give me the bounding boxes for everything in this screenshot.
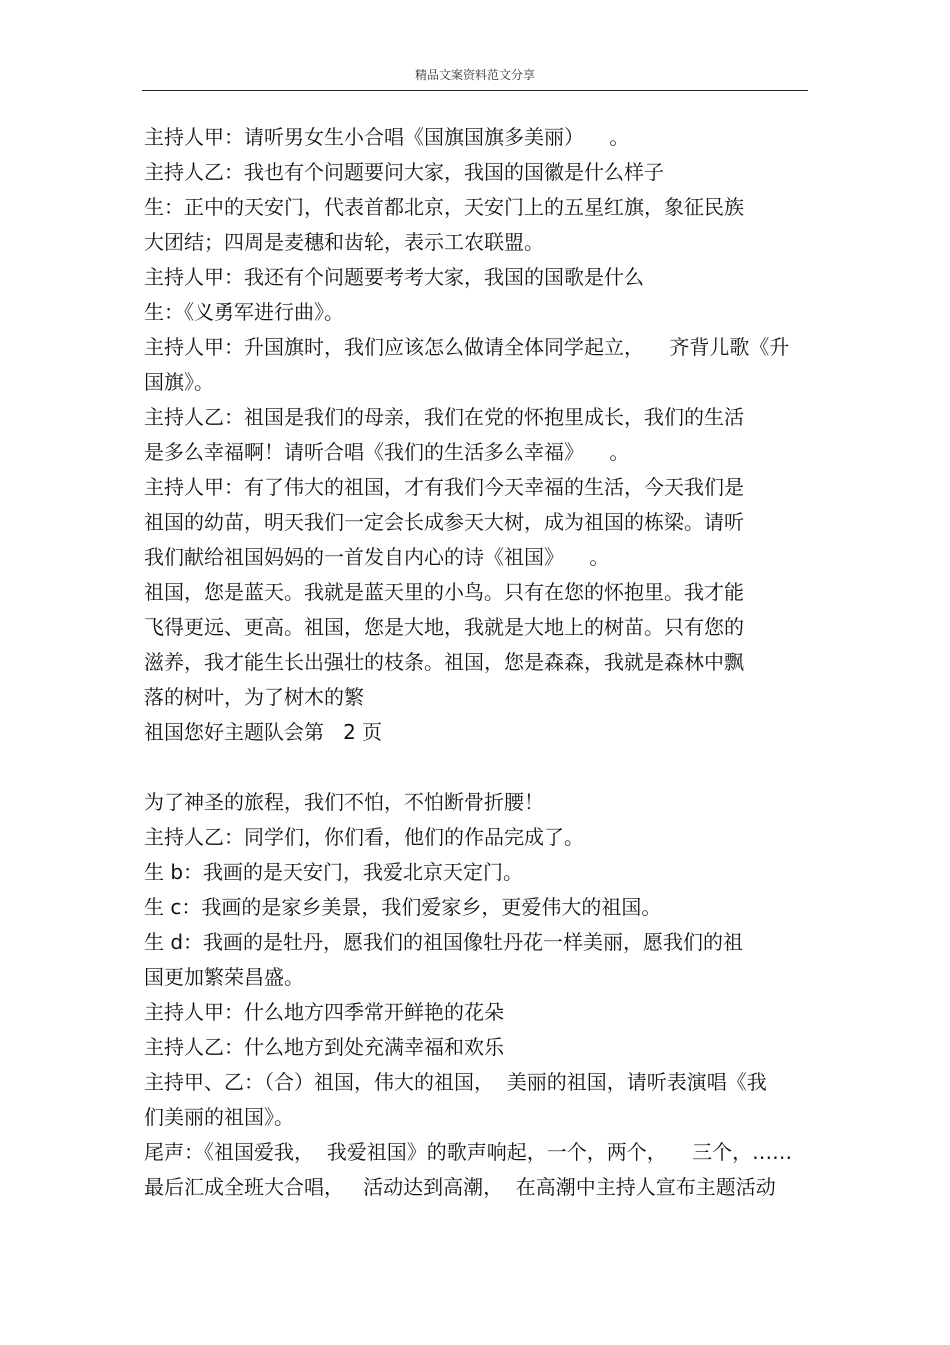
text-line: 是多么幸福啊！请听合唱《我们的生活多么幸福》 。 [144,440,630,464]
text-line: 生 d：我画的是牡丹，愿我们的祖国像牡丹花一样美丽，愿我们的祖 [144,930,744,954]
text-line: 祖国，您是蓝天。我就是蓝天里的小鸟。只有在您的怀抱里。我才能 [144,580,744,604]
text-line: 们美丽的祖国》。 [144,1105,294,1129]
text-line: 国旗》。 [144,370,214,394]
text-line: 最后汇成全班大合唱， 活动达到高潮， 在高潮中主持人宣布主题活动 [144,1175,776,1199]
text-line: 祖国的幼苗，明天我们一定会长成参天大树，成为祖国的栋梁。请听 [144,510,744,534]
text-line: 尾声：《祖国爱我， 我爱祖国》的歌声响起，一个，两个， 三个，…… [144,1140,793,1164]
text-line: 国更加繁荣昌盛。 [144,965,304,989]
text-line: 飞得更远、更高。祖国，您是大地，我就是大地上的树苗。只有您的 [144,615,744,639]
text-line: 主持人甲：升国旗时，我们应该怎么做请全体同学起立， 齐背儿歌《升 [144,335,790,359]
text-line: 主持人乙：祖国是我们的母亲，我们在党的怀抱里成长，我们的生活 [144,405,744,429]
text-line: 主持甲、乙：（合）祖国，伟大的祖国， 美丽的祖国，请听表演唱《我 [144,1070,767,1094]
page-header: 精品文案资料范文分享 [414,68,535,82]
page2-section [144,785,806,1205]
text-line: 主持人甲：有了伟大的祖国，才有我们今天幸福的生活，今天我们是 [144,475,744,499]
text-line: 主持人乙：我也有个问题要问大家，我国的国徽是什么样子 [144,160,664,184]
text-line: 生：正中的天安门，代表首都北京，天安门上的五星红旗，象征民族 [144,195,744,219]
page-footer: 祖国您好主题队会第 2 页 [144,720,383,744]
text-line: 为了神圣的旅程，我们不怕，不怕断骨折腰！ [144,790,544,814]
text-line: 主持人乙：同学们，你们看，他们的作品完成了。 [144,825,584,849]
text-line: 落的树叶，为了树木的繁 [144,685,364,709]
page-break [144,750,806,785]
text-line: 生：《义勇军进行曲》。 [144,300,344,324]
header-rule [142,90,808,91]
text-line: 主持人甲：我还有个问题要考考大家，我国的国歌是什么 [144,265,644,289]
text-line: 生 b：我画的是天安门，我爱北京天定门。 [144,860,524,884]
text-line: 主持人甲：什么地方四季常开鲜艳的花朵 [144,1000,504,1024]
text-line: 大团结；四周是麦穗和齿轮，表示工农联盟。 [144,230,544,254]
text-line: 主持人乙：什么地方到处充满幸福和欢乐 [144,1035,504,1059]
text-line: 生 c：我画的是家乡美景，我们爱家乡，更爱伟大的祖国。 [144,895,662,919]
document-body [144,120,806,1205]
text-line: 滋养，我才能生长出强壮的枝条。祖国，您是森森，我就是森林中飘 [144,650,744,674]
text-line: 主持人甲：请听男女生小合唱《国旗国旗多美丽） 。 [144,125,630,149]
page1-section [144,120,806,715]
text-line: 我们献给祖国妈妈的一首发自内心的诗《祖国》 。 [144,545,610,569]
